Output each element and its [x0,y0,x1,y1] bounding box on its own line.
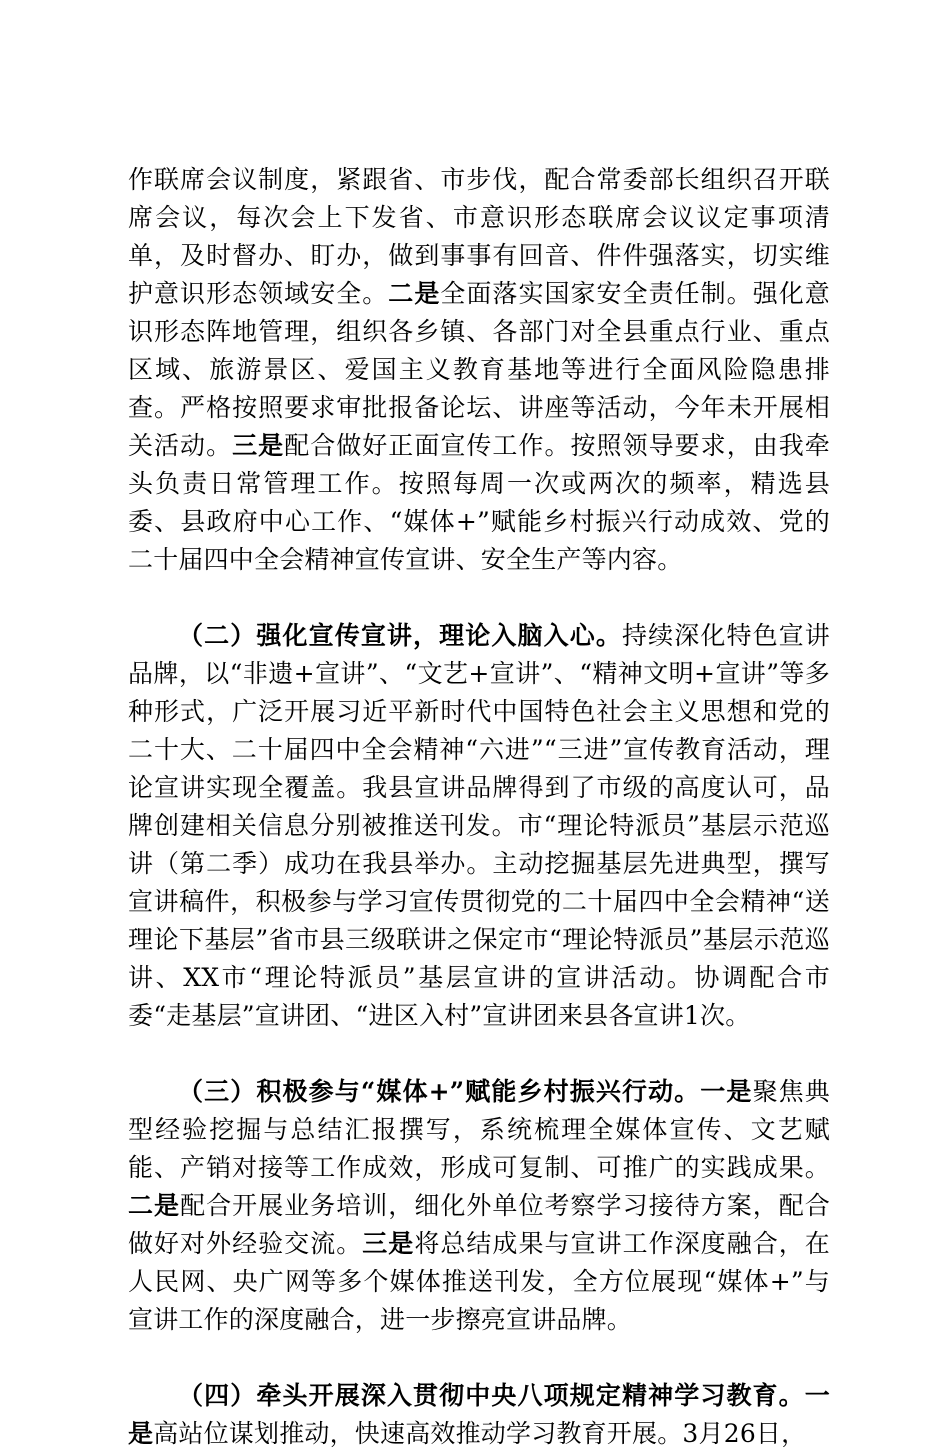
paragraph-2-text: 持续深化特色宣讲品牌，以“非遗+宣讲”、“文艺+宣讲”、“精神文明+宣讲”等多种形式，广泛开展习近平新时代中国特色社会主义思想和党的二十大、二十届四中全会精神“六进”“三进”宣传教育活动，理论宣讲实现全覆盖。我县宣讲品牌得到了市级的高度认可，品牌创建相关信息分别被推送刊发。市“理论特派员”基层示范巡讲（第二季）成功在我县举办。主动挖掘基层先进典型，撰写宣讲稿件，积极参与学习宣传贯彻党的二十届四中全会精神“送理论下基层”省市县三级联讲之保定市“理论特派员”基层示范巡讲、XX市“理论特派员”基层宣讲的宣讲活动。协调配合市委“走基层”宣讲团、“进区入村”宣讲团来县各宣讲1次。 [128,621,830,1030]
paragraph-3-bold-third: 三是 [362,1229,415,1258]
paragraph-1-bold-third: 三是 [232,431,285,460]
paragraph-4-text: 高站位谋划推动，快速高效推动学习教育开展。3月26日， [153,1419,807,1448]
paragraph-1 [128,161,830,579]
paragraph-3-text-1: 聚焦典型经验挖掘与总结汇报撰写，系统梳理全媒体宣传、文艺赋能、产销对接等工作成效，形成可复制、可推广的实践成果。 [128,1077,831,1182]
paragraph-4 [128,1377,830,1453]
paragraph-3-bold-second: 二是 [128,1191,181,1220]
paragraph-4-heading: （四）牵头开展深入贯彻中央八项规定精神学习教育。一是 [128,1381,830,1448]
paragraph-3-text-2: 配合开展业务培训，细化外单位考察学习接待方案，配合做好对外经验交流。 [128,1191,830,1258]
paragraph-1-text-1: 作联席会议制度，紧跟省、市步伐，配合常委部长组织召开联席会议，每次会上下发省、市意识形态联席会议议定事项清单，及时督办、盯办，做到事事有回音、件件强落实，切实维护意识形态领域安全。 [128,165,830,308]
paragraph-1-text-3: 配合做好正面宣传工作。按照领导要求，由我牵头负责日常管理工作。按照每周一次或两次的频率，精选县委、县政府中心工作、“媒体+”赋能乡村振兴行动成效、党的二十届四中全会精神宣传宣讲、安全生产等内容。 [128,431,830,574]
paragraph-3-heading: （三）积极参与“媒体+”赋能乡村振兴行动。一是 [178,1077,753,1106]
document-body [128,161,830,1453]
paragraph-1-bold-second: 二是 [388,279,441,308]
paragraph-1-text-2: 全面落实国家安全责任制。强化意识形态阵地管理，组织各乡镇、各部门对全县重点行业、重点区域、旅游景区、爱国主义教育基地等进行全面风险隐患排查。严格按照要求审批报备论坛、讲座等活动，今年未开展相关活动。 [128,279,830,460]
paragraph-3-text-3: 将总结成果与宣讲工作深度融合，在人民网、央广网等多个媒体推送刊发，全方位展现“媒体+”与宣讲工作的深度融合，进一步擦亮宣讲品牌。 [128,1229,830,1334]
paragraph-2-heading: （二）强化宣传宣讲，理论入脑入心。 [178,621,622,650]
paragraph-3 [128,1073,830,1339]
paragraph-2 [128,617,830,1035]
